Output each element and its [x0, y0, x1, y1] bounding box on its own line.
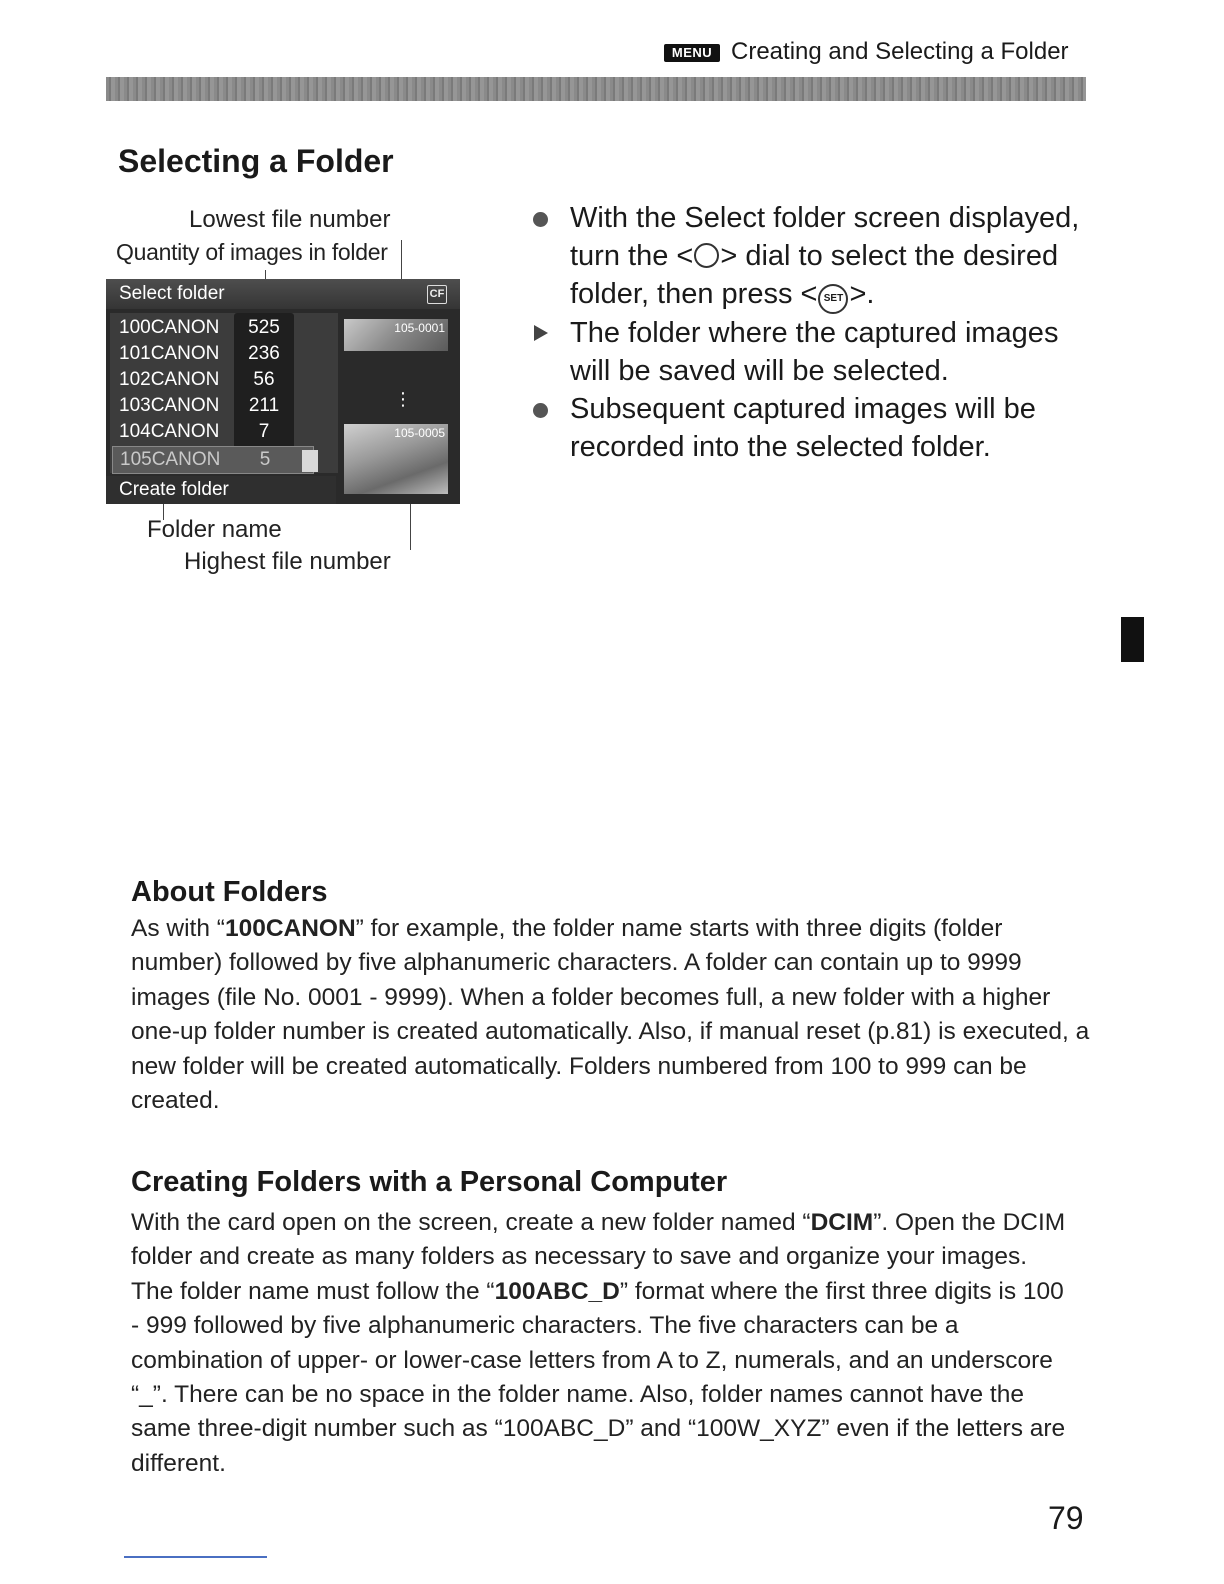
callout-quantity-of-images: Quantity of images in folder — [116, 239, 388, 265]
about-text-a: As with “ — [131, 915, 225, 942]
main-dial-icon — [694, 243, 719, 268]
pc-text-a: With the card open on the screen, create a new folder named “ — [131, 1209, 811, 1236]
callout-folder-name: Folder name — [147, 516, 282, 543]
step-1-text-b: > dial to select the desired folder, then press < — [570, 240, 1059, 310]
folder-count: 525 — [248, 317, 280, 338]
pc-folders-title: Creating Folders with a Personal Computer — [131, 1166, 728, 1198]
folder-name: 104CANON — [119, 421, 220, 442]
step-2-text: The folder where the captured images will be saved will be selected. — [570, 317, 1059, 387]
thumb-bottom-label: 105-0005 — [394, 426, 445, 440]
bullet-dot-icon — [533, 403, 548, 418]
step-3-text: Subsequent captured images will be recorded into the selected folder. — [570, 393, 1036, 463]
lcd-title: Select folder — [119, 283, 225, 304]
folder-count: 56 — [253, 369, 275, 390]
folder-row[interactable] — [106, 341, 336, 367]
header-bar — [106, 77, 1086, 101]
folder-row[interactable] — [106, 367, 336, 393]
lcd-select-folder-screen — [106, 279, 460, 504]
callout-line-highest — [410, 504, 411, 550]
folder-row[interactable] — [106, 393, 336, 419]
folder-row[interactable] — [106, 315, 336, 341]
card-icon: CF — [427, 285, 447, 304]
lcd-ellipsis: ⋮ — [394, 389, 412, 409]
about-folders-title: About Folders — [131, 876, 328, 908]
running-title: Creating and Selecting a Folder — [731, 38, 1069, 65]
page-number: 79 — [1048, 1500, 1084, 1536]
folder-row[interactable] — [106, 419, 336, 445]
folder-name: 101CANON — [119, 343, 220, 364]
pc-bold-dcim: DCIM — [810, 1209, 874, 1236]
folder-row-selected[interactable] — [112, 446, 314, 474]
pc-folders-paragraph — [131, 1206, 1071, 1481]
pc-text-b: ”. Open the DCIM folder and create as many folders as necessary to save and organize your images. The folder name must follow the “ — [131, 1209, 1066, 1305]
callout-line-lowest — [401, 240, 402, 280]
step-1 — [530, 199, 1100, 314]
pc-text-c: ” format where the first three digits is 100 - 999 followed by five alphanumeric characters. The five characters can be a combination of upper- or lower-case letters from A to Z, numerals, and an underscore “_”. There can be no space in the folder name. Also, folder names cannot have the same three-digit number such as “100ABC_D” and “100W_XYZ” even if the letters are different. — [131, 1277, 1066, 1477]
folder-count: 211 — [248, 395, 280, 416]
chapter-edge-tab — [1121, 617, 1144, 662]
step-3 — [530, 390, 1100, 466]
create-folder-button[interactable] — [106, 476, 336, 504]
pc-bold-format: 100ABC_D — [494, 1277, 620, 1305]
about-folders-paragraph — [131, 912, 1091, 1118]
about-bold-folder: 100CANON — [224, 915, 356, 942]
set-button-icon: SET — [818, 284, 848, 314]
thumb-top-label: 105-0001 — [394, 321, 445, 335]
step-1-text-a: With the Select folder screen displayed, turn the < — [570, 202, 1080, 272]
folder-name: 105CANON — [120, 449, 221, 470]
section-title: Selecting a Folder — [118, 143, 394, 179]
folder-name: 103CANON — [119, 395, 220, 416]
create-folder-label: Create folder — [119, 479, 229, 500]
step-1-text-c: >. — [849, 278, 875, 310]
folder-count: 236 — [248, 343, 280, 364]
folder-count: 5 — [259, 449, 271, 470]
footer-line — [124, 1556, 267, 1558]
lcd-selection-marker — [302, 450, 318, 472]
lcd-thumbnail-bottom — [344, 424, 448, 494]
result-arrow-icon — [534, 325, 548, 341]
folder-name: 100CANON — [119, 317, 220, 338]
bullet-dot-icon — [533, 212, 548, 227]
callout-lowest-file-number: Lowest file number — [189, 206, 391, 233]
step-2 — [530, 314, 1100, 390]
about-text-b: ” for example, the folder name starts with three digits (folder number) followed by five alphanumeric characters. A folder can contain up to 9999 images (file No. 0001 - 9999). When a folder becomes full, a new folder with a higher one-up folder number is created automatically. Also, if manual reset (p.81) is executed, a new folder will be created automatically. Folders numbered from 100 to 999 can be created. — [131, 915, 1090, 1115]
lcd-thumbnail-top — [344, 319, 448, 351]
menu-badge: MENU — [664, 44, 720, 62]
callout-highest-file-number: Highest file number — [184, 548, 391, 575]
lcd-title-bar — [106, 279, 460, 309]
steps-list — [530, 199, 1100, 466]
folder-count: 7 — [258, 421, 270, 442]
folder-name: 102CANON — [119, 369, 220, 390]
